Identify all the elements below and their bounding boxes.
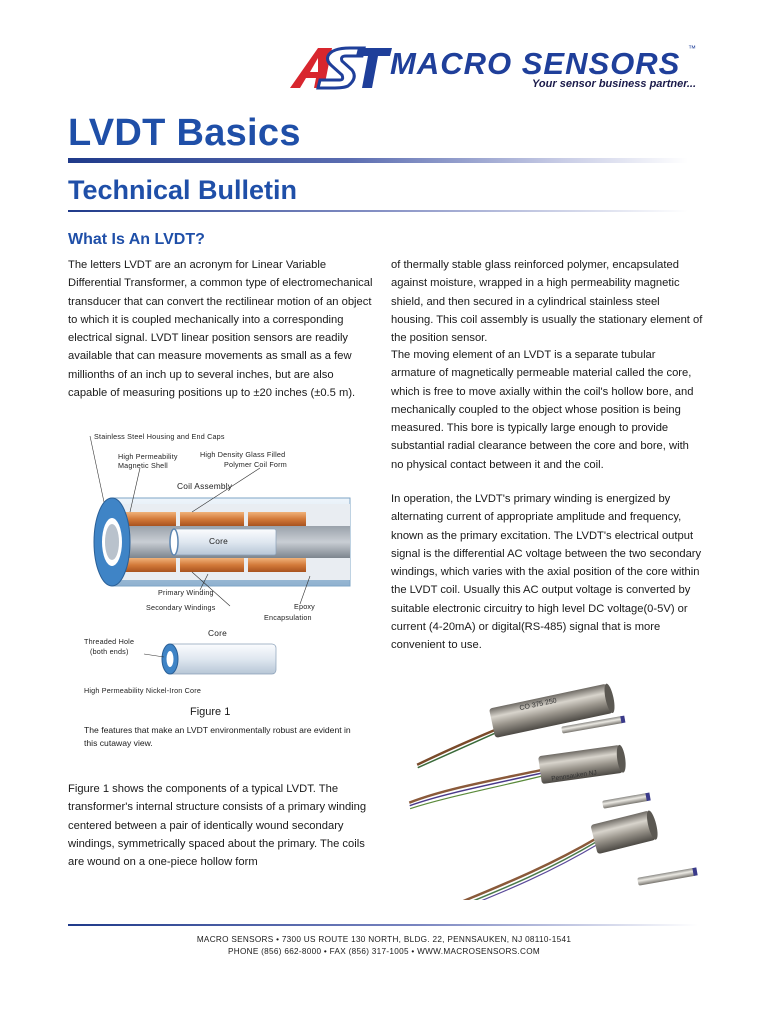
sensor-marking-2: Pennsauken NJ — [550, 769, 598, 783]
operation-paragraph: In operation, the LVDT's primary winding is energized by alternating current of appropriate amplitude and frequency, known as the primary excitation. The LVDT's electrical output signal is the differential AC voltage between the two secondary windings, which varies with the axial position of the core within the LVDT coil. Usually this AC output voltage is converted by suitable electronic circuitry to high level DC voltage(0-5V) or current (4-20mA) or digital(RS-485) signal that is more convenient to use. — [391, 493, 702, 652]
label-threaded-hole: Threaded Hole — [84, 637, 135, 646]
lvdt-sensor-illustration — [400, 668, 720, 900]
label-form-1: High Density Glass Filled — [200, 450, 286, 459]
intro-paragraph: The letters LVDT are an acronym for Linear Variable Differential Transformer, a common type of electromechanical transducer that can convert the rectilinear motion of an object to which it is coupled mechanically into a corresponding electrical signal. LVDT linear position sensors are readily available that can measure movements as small as a few millionths of an inch up to several inches, but are also capable of measuring positions up to ±20 inches (±0.5 m). — [68, 259, 373, 400]
label-both-ends: (both ends) — [90, 647, 129, 656]
trademark-symbol: ™ — [688, 44, 696, 53]
label-shield-2: Magnetic Shell — [118, 461, 168, 470]
lvdt-cutaway-diagram — [60, 428, 380, 698]
lvdt-cutaway-illustration — [60, 428, 380, 698]
label-core-title: Core — [208, 628, 227, 638]
title-divider — [68, 158, 688, 163]
footer-address: MACRO SENSORS • 7300 US ROUTE 130 NORTH, BLDG. 22, PENNSAUKEN, NJ 08110-1541 — [196, 935, 572, 944]
core-paragraph: The moving element of an LVDT is a separate tubular armature of magnetically permeable material called the core, which is free to move axially within the coil's hollow bore, and mechanically coupled to the object whose position is being measured. This bore is typically large enough to provide substantial radial clearance between the core and bore, with no physical contact between it and the coil. — [391, 349, 694, 471]
subtitle-divider — [68, 210, 688, 212]
section-heading: What Is An LVDT? — [68, 231, 205, 248]
figure-description-paragraph: Figure 1 shows the components of a typical LVDT. The transformer's internal structure consists of a primary winding centered between a pair of identically wound secondary windings, symmetrically spaced about the primary. The coils are wound on a one-piece hollow form — [68, 783, 367, 869]
figure-caption-text: The features that make an LVDT environmentally robust are evident in this cutaway view. — [84, 725, 351, 748]
logo-tagline: Your sensor business partner... — [532, 78, 697, 90]
coil-form-paragraph: of thermally stable glass reinforced polymer, encapsulated against moisture, wrapped in a high permeability magnetic shield, and then secured in a cylindrical stainless steel housing. This coil assembly is usually the stationary element of the position sensor. — [391, 259, 703, 345]
figure-caption-label: Figure 1 — [190, 706, 231, 718]
label-epoxy: Epoxy — [294, 602, 315, 611]
company-logo — [288, 44, 708, 94]
sensor-marking-1: CO 375 250 — [518, 697, 558, 713]
label-core-material: High Permeability Nickel-Iron Core — [84, 686, 202, 695]
label-primary-winding: Primary Winding — [158, 588, 214, 597]
label-housing: Stainless Steel Housing and End Caps — [94, 432, 225, 441]
label-secondary-windings: Secondary Windings — [146, 603, 216, 612]
label-shield-1: High Permeability — [118, 452, 178, 461]
label-form-2: Polymer Coil Form — [224, 460, 287, 469]
page-subtitle: Technical Bulletin — [68, 175, 298, 205]
label-encapsulation: Encapsulation — [264, 613, 312, 622]
footer-contact: PHONE (856) 662-8000 • FAX (856) 317-1005 • WWW.MACROSENSORS.COM — [227, 947, 541, 956]
logo-company-name: MACRO SENSORS — [390, 46, 681, 81]
page-title: LVDT Basics — [68, 112, 301, 154]
lvdt-sensors-photo — [400, 668, 720, 900]
ast-logo-mark-icon — [288, 44, 392, 90]
label-core-inner: Core — [209, 536, 228, 546]
footer-divider — [68, 924, 698, 926]
label-coil-assembly: Coil Assembly — [177, 481, 233, 491]
